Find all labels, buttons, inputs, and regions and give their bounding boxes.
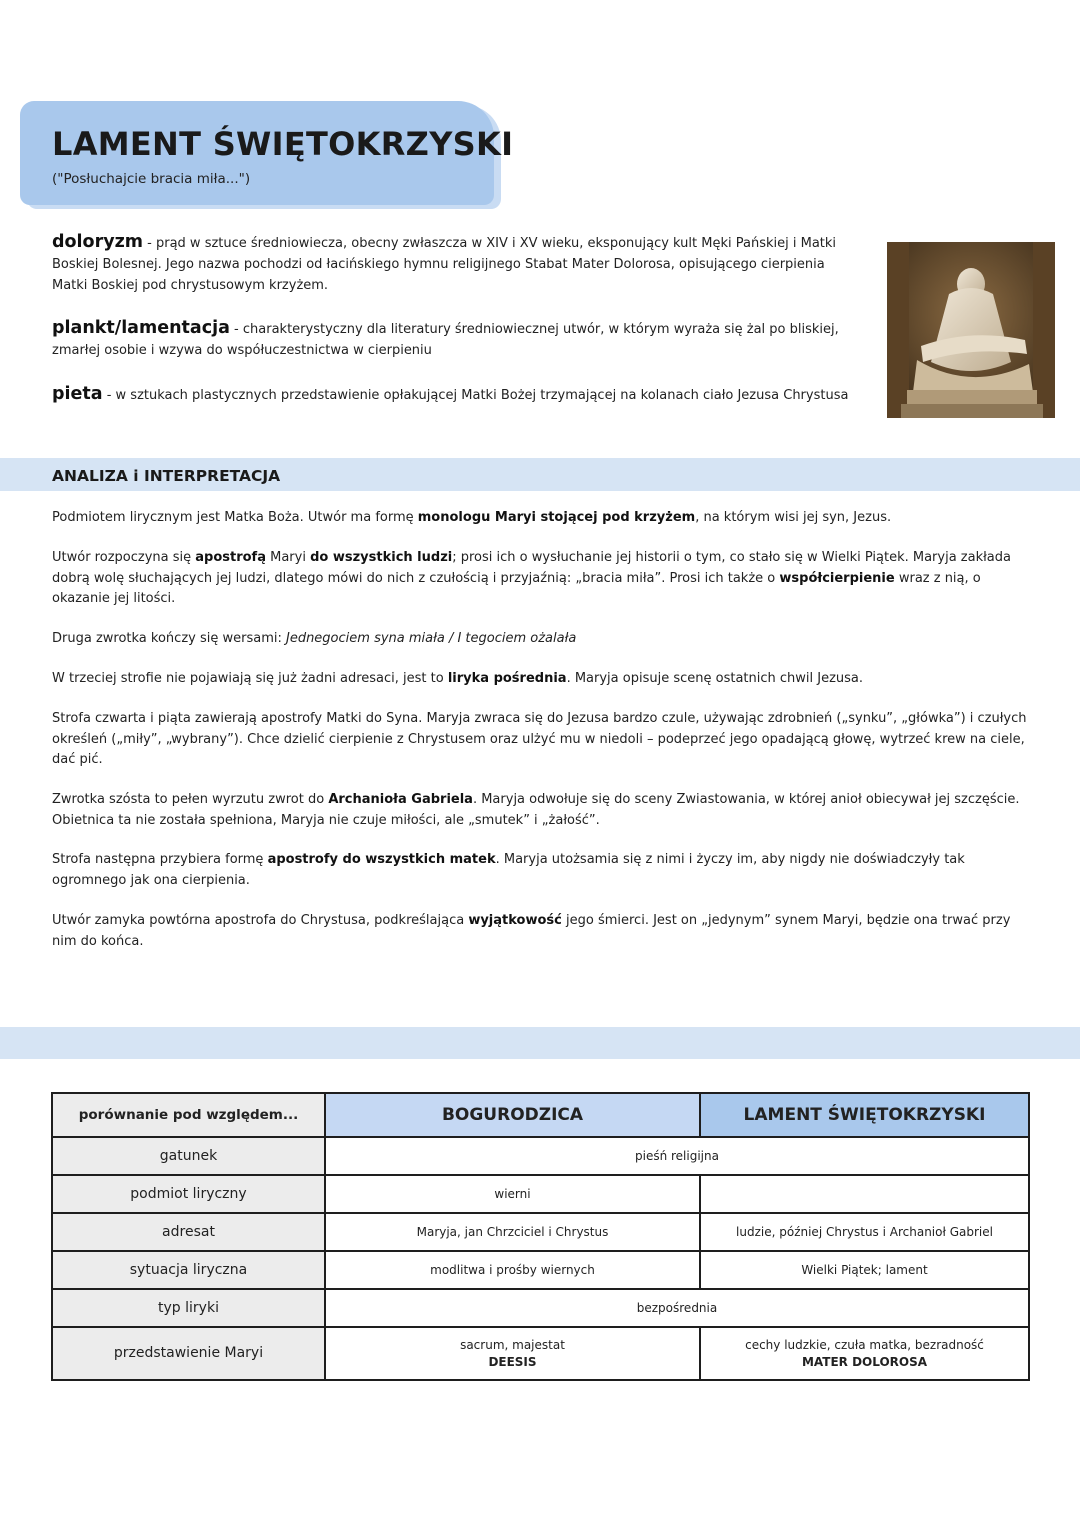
cell-lament <box>700 1327 1029 1380</box>
analysis-paragraph: Utwór zamyka powtórna apostrofa do Chrystusa, podkreślająca wyjątkowość jego śmierci. Jest on „jedynym” synem Maryi, będzie ona trwać przy nim do końca. <box>52 913 1011 949</box>
pieta-image <box>887 242 1055 418</box>
definition-doloryzm <box>52 232 860 296</box>
table-row <box>52 1289 1029 1327</box>
definition-text: - prąd w sztuce średniowiecza, obecny zwłaszcza w XIV i XV wieku, eksponujący kult Męki Pańskiej i Matki Boskiej Bolesnej. Jego nazwa pochodzi od łacińskiego hymnu religijnego Stabat Mater Dolorosa, opisującego cierpienia Matki Boskiej pod chrystusowym krzyżem. <box>52 236 837 293</box>
cell-bogurodzica: Maryja, jan Chrzciciel i Chrystus <box>325 1213 700 1251</box>
cell-lament: ludzie, później Chrystus i Archanioł Gabriel <box>700 1213 1029 1251</box>
row-label: adresat <box>52 1213 325 1251</box>
page-title: LAMENT ŚWIĘTOKRZYSKI <box>52 125 514 163</box>
analysis-paragraph: Strofa następna przybiera formę apostrofy do wszystkich matek. Maryja utożsamia się z nimi i życzy im, aby nigdy nie doświadczyły tak ogromnego jak ona cierpienia. <box>52 852 965 888</box>
definition-pieta <box>52 384 860 406</box>
page-subtitle: ("Posłuchajcie bracia miła...") <box>52 171 251 187</box>
cell-shared: bezpośrednia <box>325 1289 1029 1327</box>
title-box <box>20 101 514 205</box>
table-header-row <box>52 1093 1029 1137</box>
row-label: gatunek <box>52 1137 325 1175</box>
cell-line: sacrum, majestat <box>460 1337 565 1352</box>
analysis-paragraph: Utwór rozpoczyna się apostrofą Maryi do wszystkich ludzi; prosi ich o wysłuchanie jej historii o tym, co stało się w Wielki Piątek. Maryja zakłada dobrą wolę słuchających jej ludzi, dlatego mówi do nich z czułością i przyjaźnią: „bracia miła”. Prosi ich także o współcierpienie wraz z nią, o okazanie jej litości. <box>52 550 1011 606</box>
row-label: typ liryki <box>52 1289 325 1327</box>
table-header-lament: LAMENT ŚWIĘTOKRZYSKI <box>700 1093 1029 1137</box>
table-row <box>52 1175 1029 1213</box>
pieta-sculpture-icon <box>887 242 1055 418</box>
analysis-heading: ANALIZA i INTERPRETACJA <box>52 467 281 485</box>
section-divider-band <box>0 1027 1080 1059</box>
analysis-paragraph: W trzeciej strofie nie pojawiają się już żadni adresaci, jest to liryka pośrednia. Maryja opisuje scenę ostatnich chwil Jezusa. <box>52 671 864 686</box>
cell-lament: Wielki Piątek; lament <box>700 1251 1029 1289</box>
cell-line: cechy ludzkie, czuła matka, bezradność <box>745 1337 984 1352</box>
definition-text: - charakterystyczny dla literatury średniowiecznej utwór, w którym wyraża się żal po bliskiej, zmarłej osobie i wzywa do współuczestnictwa w cierpieniu <box>52 322 839 358</box>
cell-lament <box>700 1175 1029 1213</box>
table-row <box>52 1251 1029 1289</box>
definition-term: plankt/lamentacja <box>52 318 230 338</box>
table-row <box>52 1137 1029 1175</box>
table-header-bogurodzica: BOGURODZICA <box>325 1093 700 1137</box>
table-row <box>52 1327 1029 1380</box>
analysis-paragraph: Podmiotem lirycznym jest Matka Boża. Utwór ma formę monologu Maryi stojącej pod krzyżem, na którym wisi jej syn, Jezus. <box>52 510 892 525</box>
definition-plankt <box>52 318 860 361</box>
cell-bogurodzica: wierni <box>325 1175 700 1213</box>
cell-bogurodzica: modlitwa i prośby wiernych <box>325 1251 700 1289</box>
row-label: podmiot liryczny <box>52 1175 325 1213</box>
table-header-label: porównanie pod względem... <box>52 1093 325 1137</box>
table-row <box>52 1213 1029 1251</box>
row-label: sytuacja liryczna <box>52 1251 325 1289</box>
analysis-paragraph: Druga zwrotka kończy się wersami: Jednegociem syna miała / I tegociem ożalała <box>52 631 577 646</box>
analysis-paragraph: Zwrotka szósta to pełen wyrzutu zwrot do Archanioła Gabriela. Maryja odwołuje się do sceny Zwiastowania, w której anioł obiecywał jej szczęście. Obietnica ta nie została spełniona, Maryja nie czuje miłości, ale „smutek” i „żałość”. <box>52 792 1020 828</box>
cell-line-strong: DEESIS <box>488 1354 537 1369</box>
cell-shared: pieśń religijna <box>325 1137 1029 1175</box>
cell-bogurodzica <box>325 1327 700 1380</box>
analysis-heading-band <box>0 458 1080 491</box>
definition-text: - w sztukach plastycznych przedstawienie opłakującej Matki Bożej trzymającej na kolanach ciało Jezusa Chrystusa <box>102 388 849 403</box>
definition-term: doloryzm <box>52 232 144 252</box>
definition-term: pieta <box>52 384 103 404</box>
analysis-paragraph: Strofa czwarta i piąta zawierają apostrofy Matki do Syna. Maryja zwraca się do Jezusa bardzo czule, używając zdrobnień („synku”, „główka”) i czułych określeń („miły”, „wybrany”). Chce dzielić cierpienie z Chrystusem oraz ulżyć mu w niedoli – podeprzeć jego opadającą głowę, wytrzeć krew na ciele, dać pić. <box>52 711 1027 767</box>
comparison-table <box>51 1092 1030 1381</box>
row-label: przedstawienie Maryi <box>52 1327 325 1380</box>
cell-line-strong: MATER DOLOROSA <box>801 1354 928 1369</box>
